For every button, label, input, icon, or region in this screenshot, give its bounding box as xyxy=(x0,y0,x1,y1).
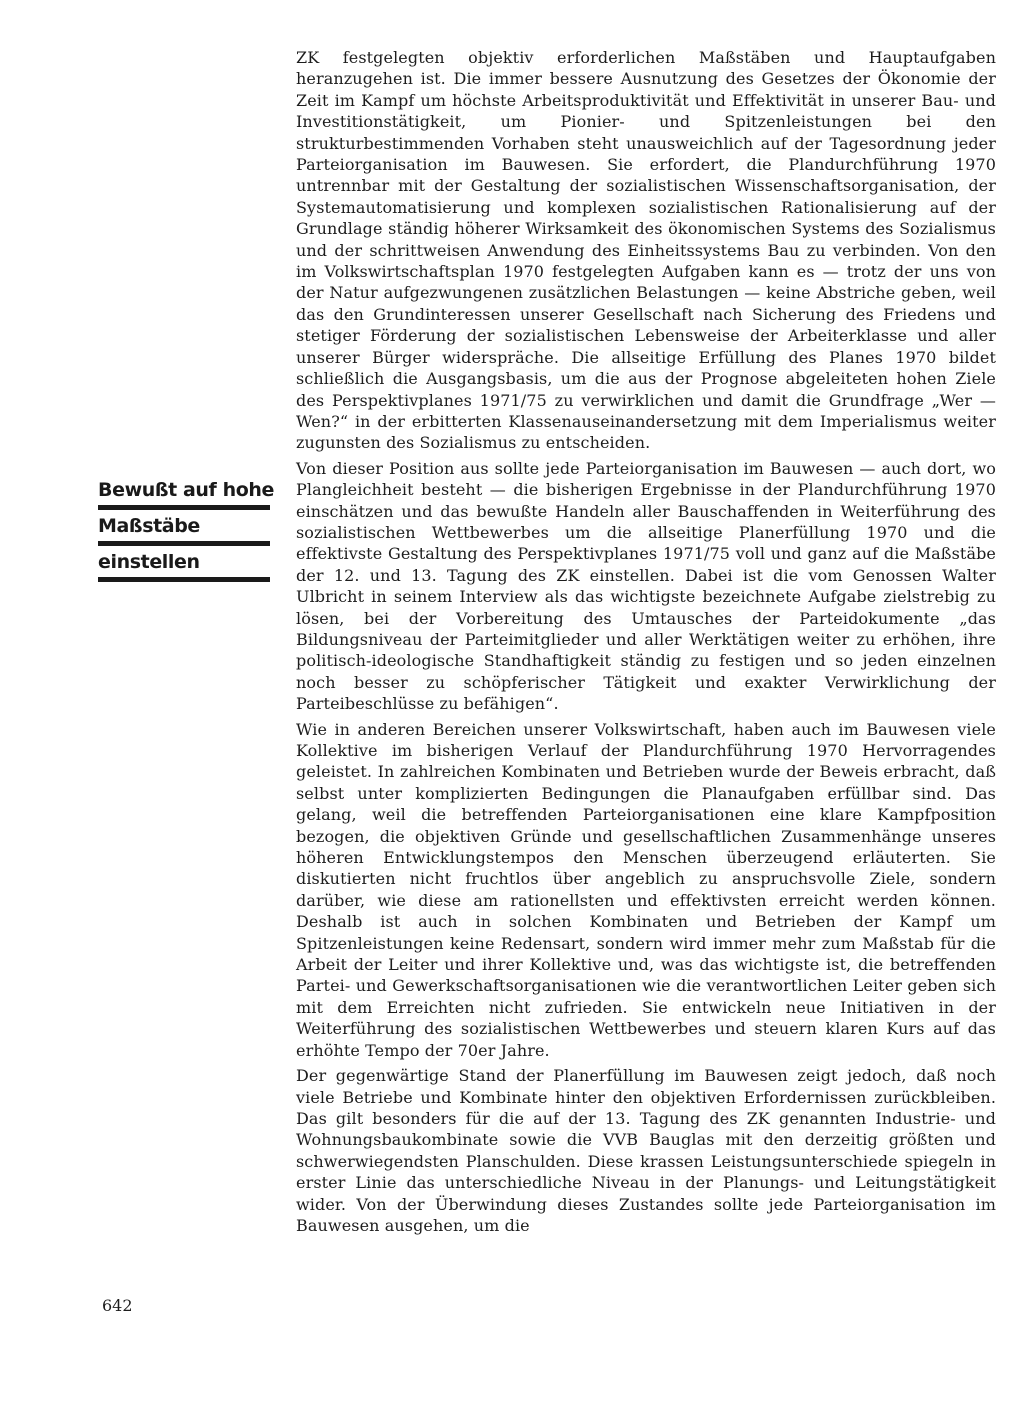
paragraph-1: ZK festgelegten objektiv erforderlichen Maßstäben und Hauptaufgaben heranzugehen ist. Die immer bessere Ausnutzung des Gesetzes der Ökonomie der Zeit im Kampf um höchste Arbeitsproduktivität und Effektivität in unserer Bau- und Investitionstätigkeit, um Pionier- und Spitzenleistungen bei den strukturbestimmenden Vorhaben steht unausweichlich auf der Tagesordnung jeder Parteiorganisation im Bauwesen. Sie erfordert, die Plandurchführung 1970 untrennbar mit der Gestaltung der sozialistischen Wissenschaftsorganisation, der Systemautomatisierung und komplexen sozialistischen Rationalisierung auf der Grundlage ständig höherer Wirksamkeit des ökonomischen Systems des Sozialismus und der schrittweisen Anwendung des Einheitssystems Bau zu verbinden. Von den im Volkswirtschaftsplan 1970 festgelegten Aufgaben kann es — trotz der uns von der Natur aufgezwungenen zusätzlichen Belastungen — keine Abstriche geben, weil das den Grundinteressen unserer Gesellschaft nach Sicherung des Friedens und stetiger Förderung der sozialistischen Lebensweise der Arbeiterklasse und aller unserer Bürger widerspräche. Die allseitige Erfüllung des Planes 1970 bildet schließlich die Ausgangsbasis, um die aus der Prognose abgeleiteten hohen Ziele des Perspektivplanes 1971/75 zu verwirklichen und damit die Grundfrage „Wer — Wen?“ in der erbitterten Klassenauseinandersetzung mit dem Imperialismus weiter zugunsten des Sozialismus zu entscheiden. xyxy=(296,48,996,453)
paragraph-2: Von dieser Position aus sollte jede Parteiorganisation im Bauwesen — auch dort, wo Plangleichheit besteht — die bisherigen Ergebnisse in der Plandurchführung 1970 einschätzen und das bewußte Handeln aller Bauschaffenden in Weiterführung des sozialistischen Wettbewerbes um die allseitige Planerfüllung 1970 und die effektivste Gestaltung des Perspektivplanes 1971/75 voll und ganz auf die Maßstäbe der 12. und 13. Tagung des ZK einstellen. Dabei ist die vom Genossen Walter Ulbricht in seinem Interview als das wichtigste bezeichnete Aufgabe zielstrebig zu lösen, bei der Vorbereitung des Umtausches der Parteidokumente „das Bildungsniveau der Parteimitglieder und aller Werktätigen weiter zu erhöhen, ihre politisch-ideologische Standhaftigkeit ständig zu festigen und so jeden einzelnen noch besser zu schöpferischer Tätigkeit und exakter Verwirklichung der Parteibeschlüsse zu befähigen“. xyxy=(296,458,996,714)
paragraph-3: Wie in anderen Bereichen unserer Volkswirtschaft, haben auch im Bauwesen viele Kollektive im bisherigen Verlauf der Plandurchführung 1970 Hervorragendes geleistet. In zahlreichen Kombinaten und Betrieben wurde der Beweis erbracht, daß selbst unter komplizierten Bedingungen die Planaufgaben erfüllbar sind. Das gelang, weil die betreffenden Parteiorganisationen eine klare Kampfposition bezogen, die objektiven Gründe und gesellschaftlichen Zusammenhänge unseres höheren Entwicklungstempos den Menschen überzeugend erläuterten. Sie diskutierten nicht fruchtlos über angeblich zu anspruchsvolle Ziele, sondern darüber, wie diese am rationellsten und effektivsten erreicht werden können. Deshalb ist auch in solchen Kombinaten und Betrieben der Kampf um Spitzenleistungen keine Redensart, sondern wird immer mehr zum Maßstab für die Arbeit der Leiter und ihrer Kollektive und, was das wichtigste ist, die betreffenden Partei- und Gewerkschaftsorganisationen wie die verantwortlichen Leiter geben sich mit dem Erreichten nicht zufrieden. Sie entwickeln neue Initiativen in der Weiterführung des sozialistischen Wettbewerbes und steuern klaren Kurs auf das erhöhte Tempo der 70er Jahre. xyxy=(296,719,996,1060)
sidebar-heading-line-2: Maßstäbe xyxy=(98,512,270,546)
sidebar-heading-line-1: Bewußt auf hohe xyxy=(98,476,270,510)
sidebar-heading xyxy=(98,476,275,584)
page-number: 642 xyxy=(102,1296,133,1315)
main-text-column xyxy=(296,47,996,1236)
paragraph-4: Der gegenwärtige Stand der Planerfüllung im Bauwesen zeigt jedoch, daß noch viele Betriebe und Kombinate hinter den objektiven Erfordernissen zurückbleiben. Das gilt besonders für die auf der 13. Tagung des ZK genannten Industrie- und Wohnungsbaukombinate sowie die VVB Bauglas mit den derzeitig größten und schwerwiegendsten Planschulden. Diese krassen Leistungsunterschiede spiegeln in erster Linie das unterschiedliche Niveau in der Planungs- und Leitungstätigkeit wider. Von der Überwindung dieses Zustandes sollte jede Parteiorganisation im Bauwesen ausgehen, um die xyxy=(296,1066,996,1235)
sidebar-heading-line-3: einstellen xyxy=(98,548,270,582)
